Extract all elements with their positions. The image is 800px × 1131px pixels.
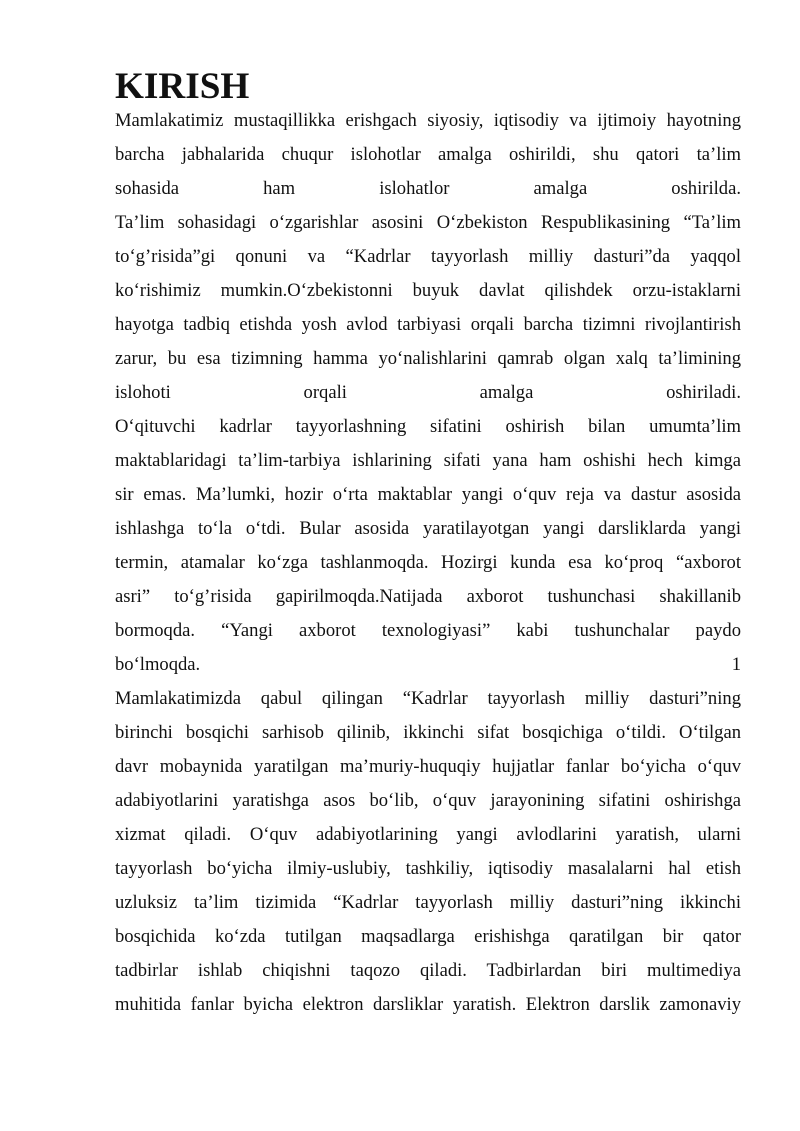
text-line: xizmat qiladi. O‘quv adabiyotlarining yangi avlodlarini yaratish, ularni xyxy=(115,824,741,845)
text-line: birinchi bosqichi sarhisob qilinib, ikkinchi sifat bosqichiga o‘tildi. O‘tilgan xyxy=(115,722,741,743)
text-line: ko‘rishimiz mumkin.O‘zbekistonni buyuk davlat qilishdek orzu-istaklarni xyxy=(115,280,741,301)
text-line: maktablaridagi ta’lim-tarbiya ishlarining sifati yana ham oshishi hech kimga xyxy=(115,450,741,471)
document-page xyxy=(115,66,741,1022)
text-line: muhitida fanlar byicha elektron darsliklar yaratish. Elektron darslik zamonaviy xyxy=(115,994,741,1015)
text-line: to‘g’risida”gi qonuni va “Kadrlar tayyorlash milliy dasturi”da yaqqol xyxy=(115,246,741,267)
text-line: Mamlakatimizda qabul qilingan “Kadrlar tayyorlash milliy dasturi”ning xyxy=(115,688,741,709)
body-text xyxy=(115,104,741,1022)
text-line: tayyorlash bo‘yicha ilmiy-uslubiy, tashkiliy, iqtisodiy masalalarni hal etish xyxy=(115,858,741,879)
text-line: sir emas. Ma’lumki, hozir o‘rta maktablar yangi o‘quv reja va dastur asosida xyxy=(115,484,741,505)
text-line: davr mobaynida yaratilgan ma’muriy-huquqiy hujjatlar fanlar bo‘yicha o‘quv xyxy=(115,756,741,777)
text-line: termin, atamalar ko‘zga tashlanmoqda. Hozirgi kunda esa ko‘proq “axborot xyxy=(115,552,741,573)
text-line: asri” to‘g’risida gapirilmoqda.Natijada axborot tushunchasi shakillanib xyxy=(115,586,741,607)
text-line: uzluksiz ta’lim tizimida “Kadrlar tayyorlash milliy dasturi”ning ikkinchi xyxy=(115,892,741,913)
section-heading: KIRISH xyxy=(115,66,250,107)
text-line: ishlashga to‘la o‘tdi. Bular asosida yaratilayotgan yangi darsliklarda yangi xyxy=(115,518,741,539)
text-line: bormoqda. “Yangi axborot texnologiyasi” kabi tushunchalar paydo xyxy=(115,620,741,641)
text-line: zarur, bu esa tizimning hamma yo‘nalishlarini qamrab olgan xalq ta’limining xyxy=(115,348,741,369)
text-line-with-page-number xyxy=(115,648,741,682)
text-line: Mamlakatimiz mustaqillikka erishgach siyosiy, iqtisodiy va ijtimoiy hayotning xyxy=(115,110,741,131)
text-line: barcha jabhalarida chuqur islohotlar amalga oshirildi, shu qatori ta’lim xyxy=(115,144,741,165)
text-line: Ta’lim sohasidagi o‘zgarishlar asosini O‘zbekiston Respublikasining “Ta’lim xyxy=(115,212,741,233)
text-line: adabiyotlarini yaratishga asos bo‘lib, o‘quv jarayonining sifatini oshirishga xyxy=(115,790,741,811)
text-line: tadbirlar ishlab chiqishni taqozo qiladi. Tadbirlardan biri multimediya xyxy=(115,960,741,981)
text-line: sohasida ham islohatlor amalga oshirilda. xyxy=(115,178,741,199)
page-number: 1 xyxy=(731,654,741,675)
text-line-end: bo‘lmoqda. xyxy=(115,654,201,675)
text-line: hayotga tadbiq etishda yosh avlod tarbiyasi orqali barcha tizimni rivojlantirish xyxy=(115,314,741,335)
text-line: O‘qituvchi kadrlar tayyorlashning sifatini oshirish bilan umumta’lim xyxy=(115,416,741,437)
text-line: islohoti orqali amalga oshiriladi. xyxy=(115,382,741,403)
text-line: bosqichida ko‘zda tutilgan maqsadlarga erishishga qaratilgan bir qator xyxy=(115,926,741,947)
